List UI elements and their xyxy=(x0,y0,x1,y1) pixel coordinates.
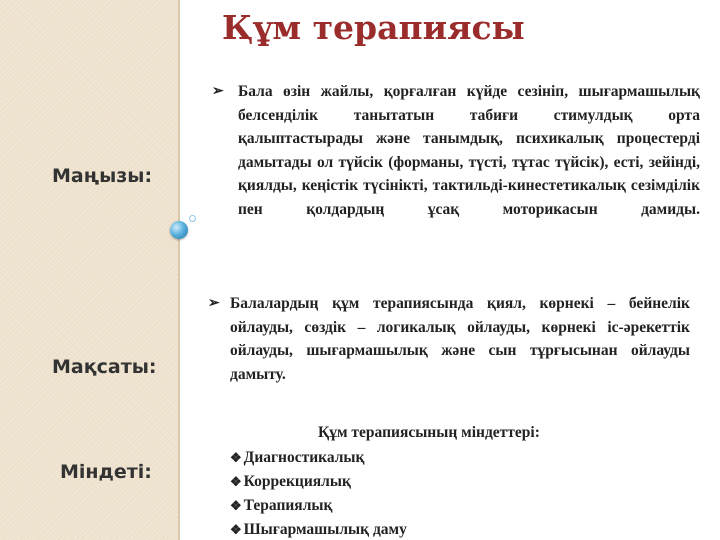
significance-text: Бала өзін жайлы, қорғалған күйде сезініп, шығармашылық белсенділік танытатын табиғи стимулдық орта қалыптастырады және танымдық, психикалық процестерді дамытады ол түйсік (форманы, түсті, тұтас түйсік), есті, зейінді, қиялды, кеңістік түсінікті, тактильді-кинестетикалық сезімділік пен қолдардың ұсақ моторикасын дамиды. xyxy=(238,83,700,218)
significance-label: Маңызы: xyxy=(52,165,153,187)
checkmark-diamond-icon: ❖ xyxy=(230,522,242,537)
task-item xyxy=(230,521,407,539)
task-item-label: Терапиялық xyxy=(243,497,333,514)
significance-bullet xyxy=(212,80,700,221)
goal-label: Мақсаты: xyxy=(52,356,157,378)
task-item-label: Диагностикалық xyxy=(243,449,365,466)
task-item-label: Шығармашылық даму xyxy=(243,521,407,538)
left-panel xyxy=(0,0,178,540)
checkmark-diamond-icon: ❖ xyxy=(230,450,242,465)
panel-divider xyxy=(178,0,180,540)
task-item xyxy=(230,497,332,515)
arrow-bullet-icon: ➢ xyxy=(208,296,220,311)
checkmark-diamond-icon: ❖ xyxy=(230,474,242,489)
page-title: Құм терапиясы xyxy=(222,8,525,47)
task-label: Міндеті: xyxy=(60,461,152,483)
task-item xyxy=(230,449,364,467)
task-item xyxy=(230,473,351,491)
tasks-heading: Құм терапиясының міндеттері: xyxy=(318,424,540,441)
decorative-orb-icon xyxy=(170,221,188,239)
task-item-label: Коррекциялық xyxy=(243,473,351,490)
goal-bullet xyxy=(208,292,690,386)
arrow-bullet-icon: ➢ xyxy=(212,84,224,99)
checkmark-diamond-icon: ❖ xyxy=(230,498,242,513)
decorative-small-orb-icon xyxy=(189,215,196,222)
goal-text: Балалардың құм терапиясында қиял, көрнекі – бейнелік ойлауды, сөздік – логикалық ойлауды, көрнекі іс-әрекеттік ойлауды, шығармашылық және сын тұрғысынан ойлауды дамыту. xyxy=(230,295,690,383)
